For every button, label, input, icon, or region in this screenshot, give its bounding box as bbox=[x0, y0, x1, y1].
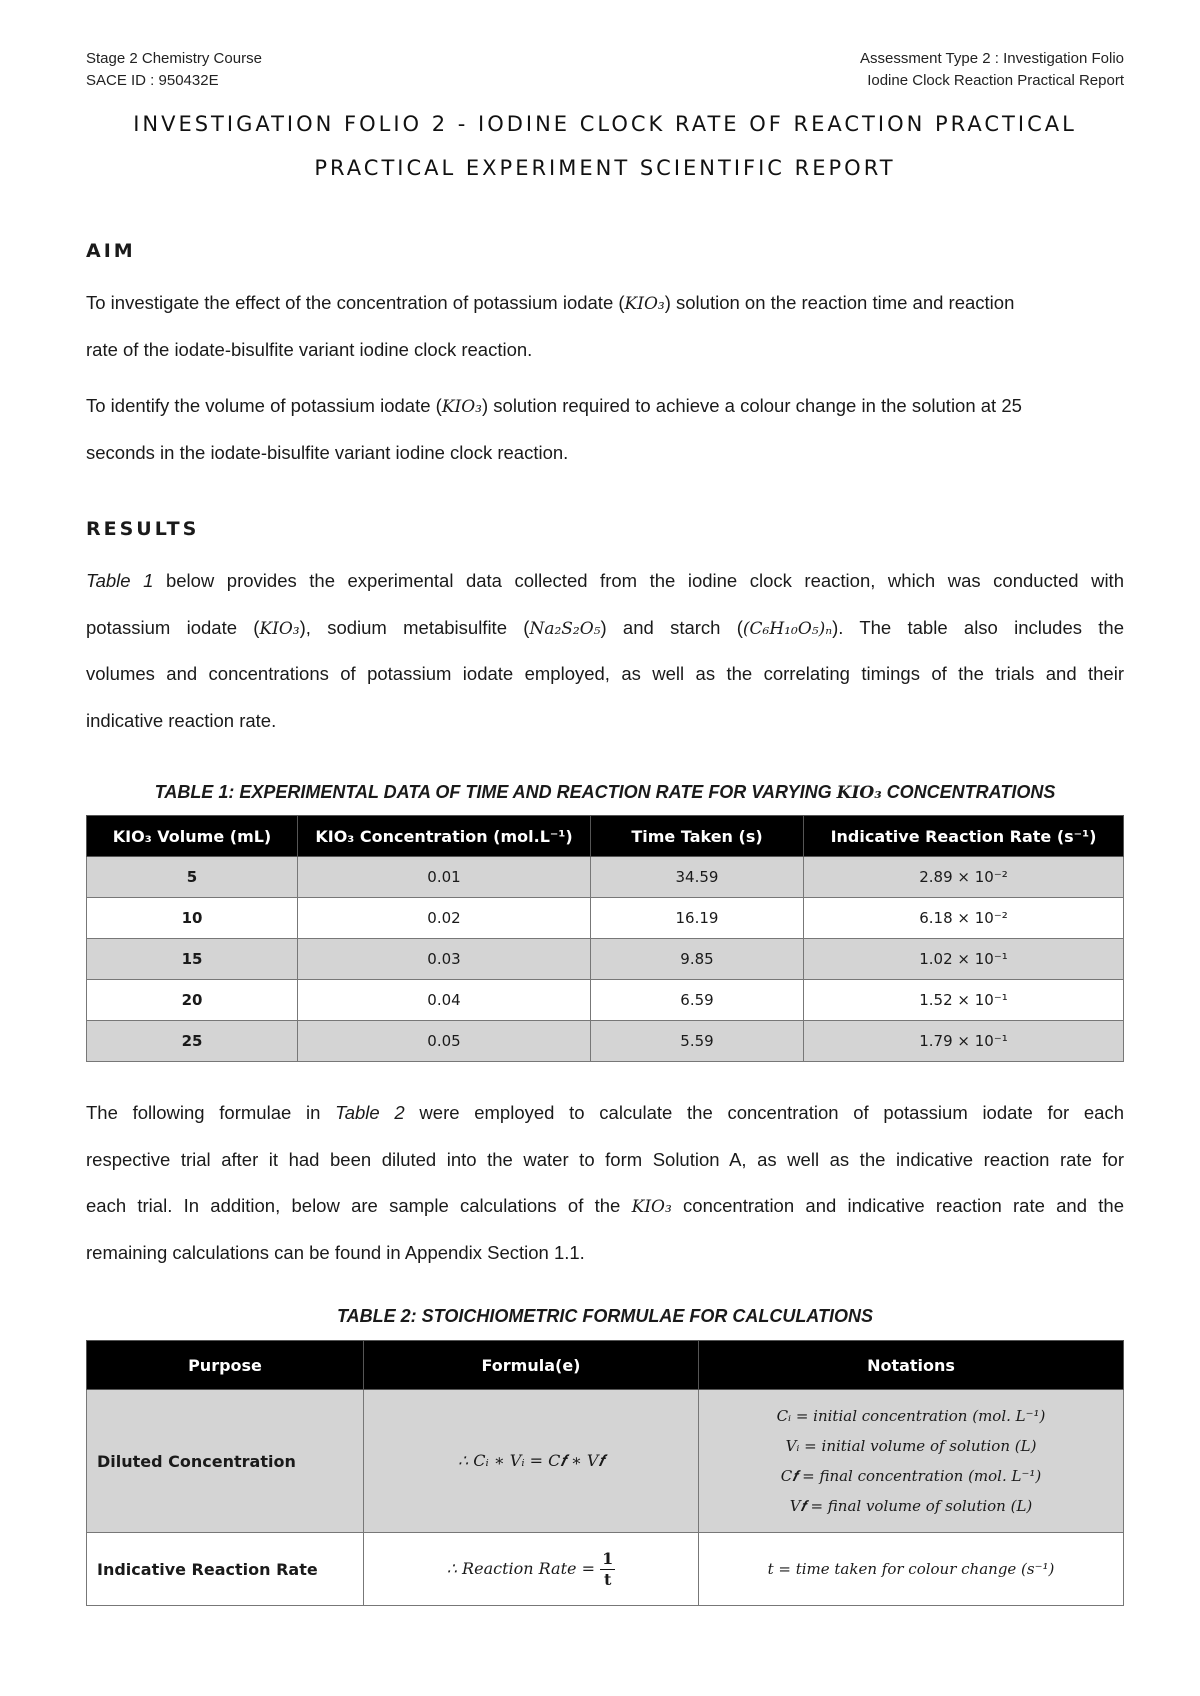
table-row: 25 0.05 5.59 1.79 × 10⁻¹ bbox=[87, 1021, 1124, 1062]
table-row: 5 0.01 34.59 2.89 × 10⁻² bbox=[87, 857, 1124, 898]
assessment-type: Assessment Type 2 : Investigation Folio bbox=[859, 50, 1124, 67]
table1 bbox=[86, 815, 1124, 1062]
table1-reference: Table 1 bbox=[86, 570, 154, 591]
table2-caption: TABLE 2: STOICHIOMETRIC FORMULAE FOR CALCULATIONS bbox=[337, 1306, 873, 1326]
table2-header-formula: Formula(e) bbox=[364, 1341, 699, 1390]
table-row: Indicative Reaction Rate ∴ Reaction Rate = $\frac{1}{t}$ t = time taken for colour change (s⁻¹) bbox=[87, 1533, 1124, 1606]
table1-header-concentration: KIO₃ Concentration (mol.L⁻¹) bbox=[298, 816, 591, 857]
table-row: 15 0.03 9.85 1.02 × 10⁻¹ bbox=[87, 939, 1124, 980]
table2 bbox=[86, 1340, 1124, 1606]
sace-id: SACE ID : 950432E bbox=[86, 72, 219, 89]
aim-heading: AIM bbox=[86, 240, 136, 262]
document-title: INVESTIGATION FOLIO 2 - IODINE CLOCK RATE OF REACTION PRACTICAL bbox=[133, 112, 1077, 136]
table2-reference: Table 2 bbox=[335, 1102, 405, 1123]
results-paragraph-2: The following formulae in Table 2 were employed to calculate the concentration of potassium iodate for each respective trial after it had been diluted into the water to form Solution A, as well as the indicative reaction rate for each trial. In addition, below are sample calculations of the KIO₃ concentration and indicative reaction rate and the remaining calculations can be found in Appendix Section 1.1. bbox=[86, 1102, 1124, 1263]
results-heading: RESULTS bbox=[86, 518, 200, 540]
aim-paragraph-1: To investigate the effect of the concentration of potassium iodate (KIO₃) solution on the reaction time and reaction rate of the iodate-bisulfite variant iodine clock reaction. bbox=[86, 292, 1015, 360]
table-row: Diluted Concentration ∴ Cᵢ ∗ Vᵢ = C𝒇 ∗ V𝒇 Cᵢ = initial concentration (mol. L⁻¹) Vᵢ = initial volume of solution (L) C𝒇 = final concentration (mol. L⁻¹) V𝒇 = final volume of solution (L) bbox=[87, 1390, 1124, 1533]
course-name: Stage 2 Chemistry Course bbox=[86, 50, 262, 67]
header-left bbox=[86, 48, 262, 92]
kio3-formula: KIO₃ bbox=[441, 397, 482, 417]
table1-header-time: Time Taken (s) bbox=[591, 816, 804, 857]
table1-caption: TABLE 1: EXPERIMENTAL DATA OF TIME AND REACTION RATE FOR VARYING KIO₃ CONCENTRATIONS bbox=[154, 782, 1056, 803]
aim-paragraph-2: To identify the volume of potassium iodate (KIO₃) solution required to achieve a colour change in the solution at 25 seconds in the iodate-bisulfite variant iodine clock reaction. bbox=[86, 395, 1022, 463]
table2-header-purpose: Purpose bbox=[87, 1341, 364, 1390]
results-paragraph-1: Table 1 below provides the experimental data collected from the iodine clock reaction, which was conducted with potassium iodate (KIO₃), sodium metabisulfite (Na₂S₂O₅) and starch ((C₆H₁₀O₅)ₙ). The table also includes the volumes and concentrations of potassium iodate employed, as well as the correlating timings of the trials and their indicative reaction rate. bbox=[86, 570, 1124, 731]
table-row: 10 0.02 16.19 6.18 × 10⁻² bbox=[87, 898, 1124, 939]
table1-header-rate: Indicative Reaction Rate (s⁻¹) bbox=[804, 816, 1124, 857]
table1-header-volume: KIO₃ Volume (mL) bbox=[87, 816, 298, 857]
kio3-formula: KIO₃ bbox=[624, 294, 665, 314]
header-right bbox=[860, 48, 1124, 92]
table-row: 20 0.04 6.59 1.52 × 10⁻¹ bbox=[87, 980, 1124, 1021]
report-name: Iodine Clock Reaction Practical Report bbox=[867, 72, 1124, 89]
table2-header-notations: Notations bbox=[699, 1341, 1124, 1390]
fraction: $\frac{1}{t}$ bbox=[602, 1548, 614, 1589]
document-subtitle: PRACTICAL EXPERIMENT SCIENTIFIC REPORT bbox=[314, 156, 896, 180]
